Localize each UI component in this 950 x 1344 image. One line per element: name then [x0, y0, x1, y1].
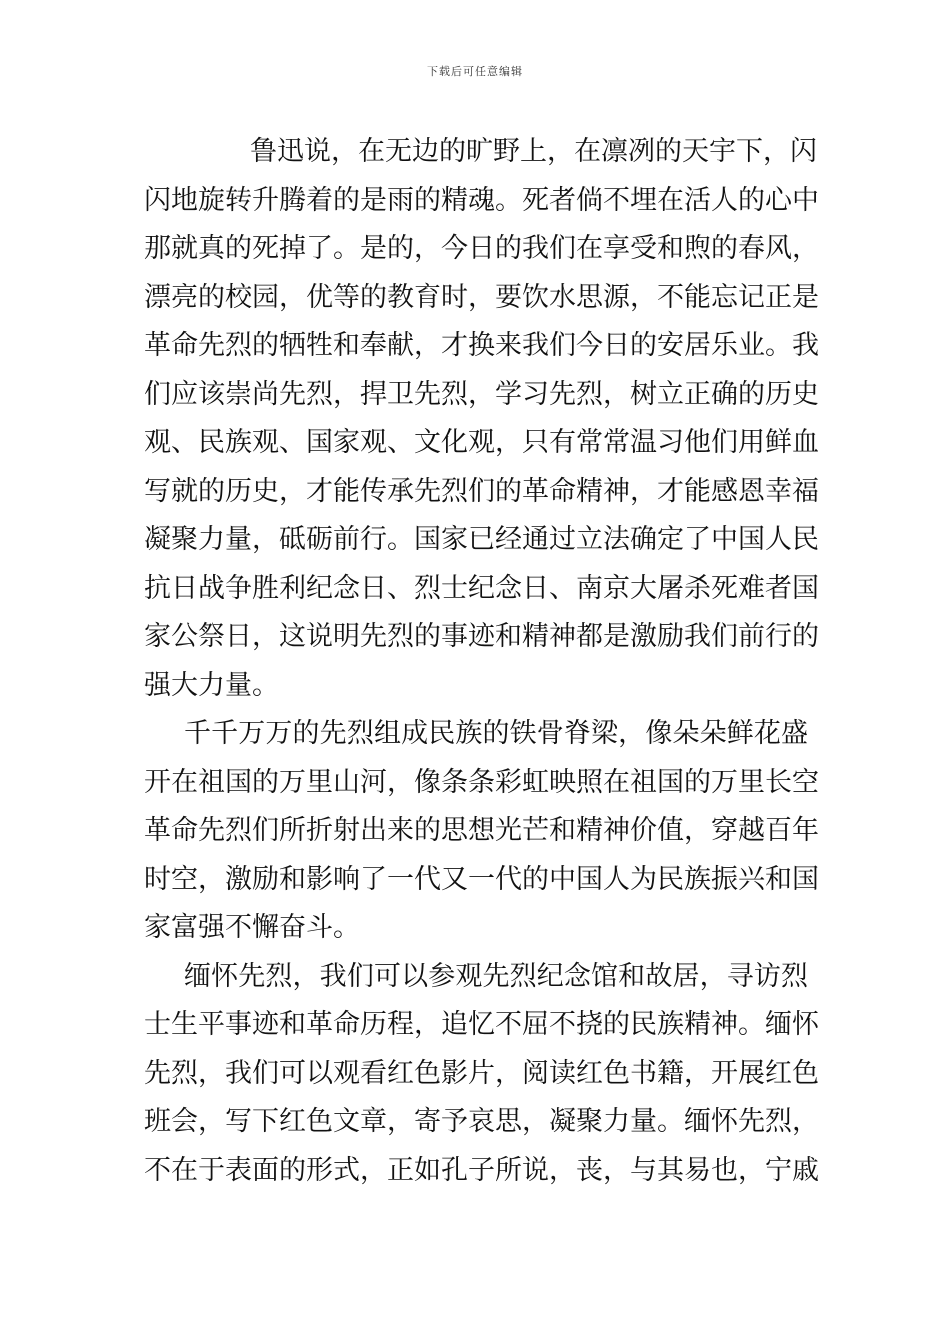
- paragraph-3-line-3: 先烈，我们可以观看红色影片，阅读红色书籍，开展红色: [144, 1057, 819, 1089]
- paragraph-1-line-9: 凝聚力量，砥砺前行。国家已经通过立法确定了中国人民: [144, 524, 819, 555]
- paragraph-3-line-5: 不在于表面的形式，正如孔子所说，丧，与其易也，宁戚: [144, 1154, 819, 1186]
- paragraph-2-line-2: 开在祖国的万里山河，像条条彩虹映照在祖国的万里长空: [144, 766, 819, 798]
- page-header: 下载后可任意编辑: [427, 65, 523, 78]
- paragraph-1-line-2: 闪地旋转升腾着的是雨的精魂。死者倘不埋在活人的心中: [144, 184, 819, 216]
- paragraph-2-line-4: 时空，激励和影响了一代又一代的中国人为民族振兴和国: [144, 863, 819, 895]
- paragraph-1-line-11: 家公祭日，这说明先烈的事迹和精神都是激励我们前行的: [144, 621, 819, 652]
- paragraph-2-line-5: 家富强不懈奋斗。: [144, 912, 360, 943]
- paragraph-2-line-3: 革命先烈们所折射出来的思想光芒和精神价值，穿越百年: [144, 815, 819, 846]
- paragraph-1-line-10: 抗日战争胜利纪念日、烈士纪念日、南京大屠杀死难者国: [144, 572, 819, 604]
- paragraph-1-line-8: 写就的历史，才能传承先烈们的革命精神，才能感恩幸福: [144, 475, 819, 507]
- paragraph-1-line-1: 鲁迅说，在无边的旷野上，在凛冽的天宇下，闪: [250, 136, 817, 167]
- paragraph-1-line-5: 革命先烈的牺牲和奉献，才换来我们今日的安居乐业。我: [144, 330, 819, 361]
- paragraph-3-line-1: 缅怀先烈，我们可以参观先烈纪念馆和故居，寻访烈: [184, 960, 808, 992]
- paragraph-3-line-2: 士生平事迹和革命历程，追忆不屈不挠的民族精神。缅怀: [144, 1009, 819, 1040]
- paragraph-3-line-4: 班会，写下红色文章，寄予哀思，凝聚力量。缅怀先烈，: [144, 1106, 819, 1137]
- paragraph-1-line-6: 们应该崇尚先烈，捍卫先烈，学习先烈，树立正确的历史: [144, 378, 819, 410]
- paragraph-2-line-1: 千千万万的先烈组成民族的铁骨脊梁，像朵朵鲜花盛: [184, 718, 808, 749]
- paragraph-1-line-7: 观、民族观、国家观、文化观，只有常常温习他们用鲜血: [144, 427, 819, 458]
- paragraph-1-line-12: 强大力量。: [144, 669, 279, 701]
- paragraph-1-line-3: 那就真的死掉了。是的，今日的我们在享受和煦的春风，: [144, 233, 819, 264]
- paragraph-1-line-4: 漂亮的校园，优等的教育时，要饮水思源，不能忘记正是: [144, 281, 819, 313]
- document-body: [144, 128, 819, 1195]
